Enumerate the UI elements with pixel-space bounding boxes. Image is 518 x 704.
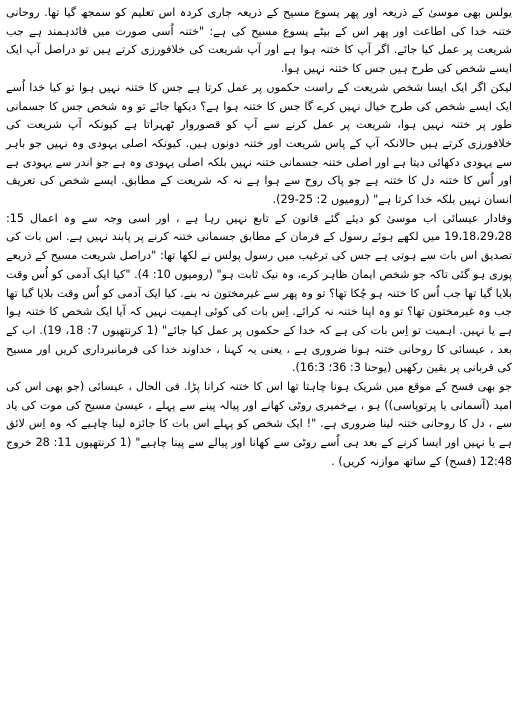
paragraph-faithful-christian: وفادار عیسائی اب موسیٰ کو دیئے گئے قانون کے تابع نہیں رہا ہے ، اور اسی وجہ سے وہ اعمال 15: 19،18،29،28 میں لکھے ہوئے رسول کے فرمان کے مطابق جسمانی ختنہ کرنے پر پابند نہیں ہے. اس بات کی تصدیق اس بات سے ہوتی ہے جس کی ترغیب میں رسول پولس نے لکھا تھا: "دراصل شریعت مسیح کے ذریعے پوری ہو گئی تاکہ جو شخص ایمان ظاہر کرے، وہ نیک ثابت ہو" (رومیوں 10: 4). "کیا ایک آدمی کو اُس وقت بلایا گیا تھا جب اُس کا ختنہ ہو چُکا تھا؟ تو وہ پھر سے غیرمختون نہ بنے. کیا ایک آدمی کو اُس وقت بلایا گیا تھا جب وہ غیرمختون تھا؟ تو وہ اپنا ختنہ نہ کرائے. اِس بات کی کوئی اہمیت نہیں کہ آیا ایک شخص کا ختنہ ہوا ہے یا نہیں. اہمیت تو اِس بات کی ہے کہ خدا کے حکموں پر عمل کیا جائے" (1 کرنتھیوں 7: 18، 19). اب کے بعد ، عیسائی کا روحانی ختنہ ہونا ضروری ہے ، یعنی یہ کہنا ، خداوند خدا کی فرمانبرداری کریں اور مسیح کی قربانی پر یقین رکھیں (یوحنا 3: 36؛ 16:3). [6,211,513,375]
paragraph-passover: جو بھی فسح کے موقع میں شریک ہونا چاہتا تھا اس کا ختنہ کرانا پڑا. فی الحال ، عیسائی (جو بھی اس کی امید (آسمانی یا پرتوپاسی)) ہو ، بےخمیری روٹی کھانے اور پیالہ پینے سے پہلے ، عیسیٰ مسیح کی موت کی یاد سے ، دل کا روحانی ختنہ لینا ضروری ہے. "! ایک شخص کو پہلے اس بات کا جائزہ لینا چاہیے کہ وہ اِس لائق ہے یا نہیں اور ایسا کرنے کے بعد ہی اُسے روٹی سے کھانا اور پیالے سے پینا چاہیے" (1 کرنتھیوں 11: 28 خروج 12:48 (فسح) کے ساتھ موازنہ کریں) . [6,380,513,468]
article-body [6,4,512,700]
paragraph-circumcision-teaching: یولس بھی موسیٰ کے ذریعہ اور پھر یسوع مسیح کے ذریعہ جاری کردہ اس تعلیم کو سمجھ گیا تھا. روحانی ختنہ خدا کی اطاعت اور پھر اس کے بیٹے یسوع مسیح کی ہے: "ختنہ اُسی صورت میں فائدہمند ہے جب شریعت پر عمل کیا جائے. اگر آپ کا ختنہ ہوا ہے اور آپ شریعت کی خلافورزی کرتے ہیں تو دراصل آپ ایک ایسے شخص کی طرح ہیں جس کا ختنہ نہیں ہوا. [6,6,512,76]
paragraph-true-jew: لیکن اگر ایک ایسا شخص شریعت کے راست حکموں پر عمل کرتا ہے جس کا ختنہ نہیں ہوا تو کیا خدا اُسے ایک ایسے شخص کی طرح خیال نہیں کرے گا جس کا ختنہ ہوا ہے؟ دیکھا جائے تو وہ شخص جس کا جسمانی طور پر ختنہ نہیں ہوا، شریعت پر عمل کرنے سے آپ کو قصوروار ٹھہراتا ہے کیونکہ آپ شریعت کی خلافورزی کرتے ہیں حالانکہ آپ کے پاس شریعت اور ختنہ دونوں ہیں. کیونکہ اصلی یہودی وہ نہیں جو باہر سے یہودی دکھائی دیتا ہے اور اصلی ختنہ جسمانی ختنہ نہیں بلکہ اصلی یہودی وہ ہے جو اندر سے یہودی ہے اور اُس کا ختنہ دل کا ختنہ ہے جو پاک روح سے ہوا ہے نہ کہ شریعت کے مطابق. ایسے شخص کی تعریف انسان نہیں بلکہ خدا کرتا ہے" (رومیوں 2: 25-29). [6,80,512,207]
